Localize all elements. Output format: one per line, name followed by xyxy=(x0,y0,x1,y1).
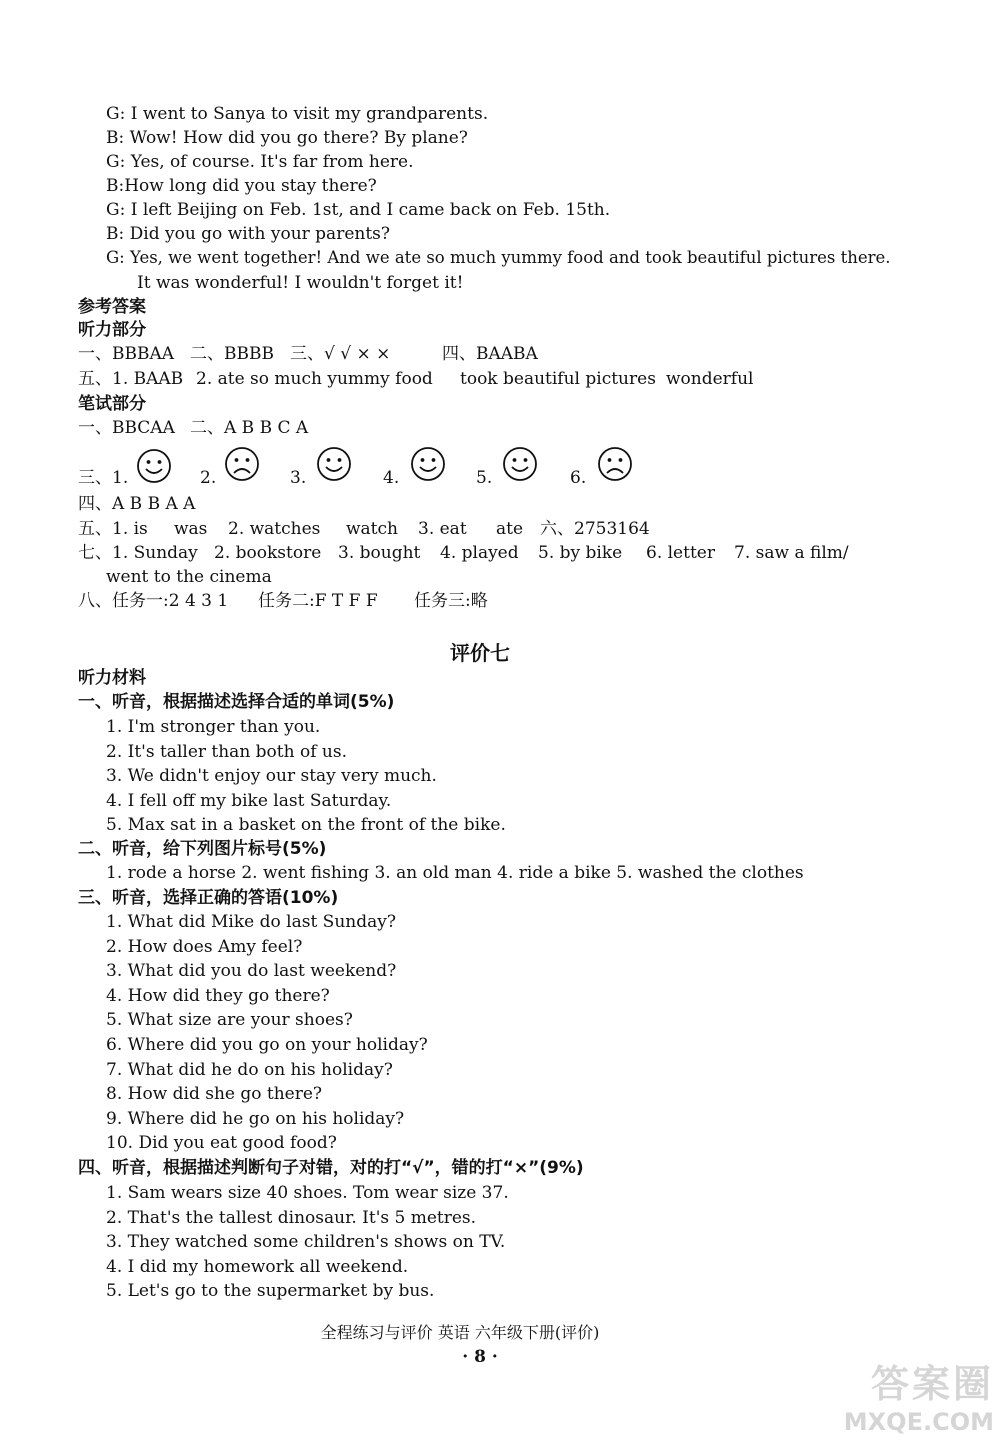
dialogue-line: B: Wow! How did you go there? By plane? xyxy=(106,128,468,148)
answer: wonderful xyxy=(666,369,754,389)
dialogue-line: G: I went to Sanya to visit my grandparents. xyxy=(106,104,489,124)
question-3-title: 三、听音，选择正确的答语(10%) xyxy=(78,888,339,908)
writing-answers-row1 xyxy=(78,417,978,441)
faces-prefix: 三、1. xyxy=(78,468,129,488)
question-4-title: 四、听音，根据描述判断句子对错，对的打“√”，错的打“×”(9%) xyxy=(78,1158,584,1178)
footer-book-title: 全程练习与评价 英语 六年级下册(评价) xyxy=(320,1323,600,1342)
answer: 五、1. BAAB xyxy=(78,369,184,389)
writing-section-title: 笔试部分 xyxy=(78,394,146,414)
question-1-title: 一、听音，根据描述选择合适的单词(5%) xyxy=(78,692,395,712)
list-item: 2. It's taller than both of us. xyxy=(106,741,347,762)
answer: 2. watches xyxy=(228,519,321,539)
answer: took beautiful pictures xyxy=(460,369,656,389)
answer: 2. ate so much yummy food xyxy=(196,369,433,389)
sad-face-icon xyxy=(597,446,633,482)
answer: 一、BBCAA xyxy=(78,418,175,438)
answer: 二、BBBB xyxy=(190,344,274,364)
happy-face-icon xyxy=(502,446,538,482)
answer: 一、BBBAA xyxy=(78,344,175,364)
section-title: 评价七 xyxy=(450,641,510,665)
answer: 3. eat xyxy=(418,519,467,539)
list-item: 5. Let's go to the supermarket by bus. xyxy=(106,1281,435,1302)
answer: 五、1. is xyxy=(78,519,148,539)
answer: ate xyxy=(496,519,524,539)
question-2-items: 1. rode a horse 2. went fishing 3. an old man 4. ride a bike 5. washed the clothes xyxy=(106,863,804,883)
listening-answers-row2 xyxy=(78,368,978,392)
dialogue-line: G: Yes, of course. It's far from here. xyxy=(106,152,414,172)
writing-answers-row8 xyxy=(78,590,978,614)
list-item: 8. How did she go there? xyxy=(106,1084,323,1105)
page-number: · 8 · xyxy=(462,1347,498,1367)
list-item: 1. I'm stronger than you. xyxy=(106,717,321,737)
answer: 八、任务一:2 4 3 1 xyxy=(78,591,229,611)
list-item: 10. Did you eat good food? xyxy=(106,1133,337,1154)
list-item: 4. I did my homework all weekend. xyxy=(106,1256,409,1277)
happy-face-icon xyxy=(410,446,446,482)
watermark-url: MXQE.COM xyxy=(843,1408,994,1436)
answer: 7. saw a film/ xyxy=(734,543,849,563)
happy-face-icon xyxy=(136,448,172,484)
list-item: 2. That's the tallest dinosaur. It's 5 metres. xyxy=(106,1207,477,1228)
list-item: 3. What did you do last weekend? xyxy=(106,961,397,982)
answer: 三、√ √ × × xyxy=(290,344,391,364)
face-item-number: 3. xyxy=(290,468,307,488)
face-item-number: 6. xyxy=(570,468,587,488)
answer: 四、A B B A A xyxy=(78,494,196,514)
answer: 四、BAABA xyxy=(442,344,538,364)
dialogue-line: B:How long did you stay there? xyxy=(106,176,377,196)
answer: 任务二:F T F F xyxy=(258,591,378,611)
face-item-number: 5. xyxy=(476,468,493,488)
answer: 六、2753164 xyxy=(540,519,650,539)
listening-material-title: 听力材料 xyxy=(78,668,146,688)
dialogue-line: G: I left Beijing on Feb. 1st, and I came back on Feb. 15th. xyxy=(106,200,611,220)
answer: 6. letter xyxy=(646,543,715,563)
answer: 4. played xyxy=(440,543,519,563)
happy-face-icon xyxy=(316,446,352,482)
sad-face-icon xyxy=(224,446,260,482)
dialogue-line: G: Yes, we went together! And we ate so much yummy food and took beautiful pictures there. xyxy=(106,248,891,267)
face-item-number: 2. xyxy=(200,468,217,488)
list-item: 2. How does Amy feel? xyxy=(106,936,303,957)
answer: watch xyxy=(346,519,398,539)
watermark-logo: 答案圈 xyxy=(870,1362,994,1406)
answer: 2. bookstore xyxy=(214,543,322,563)
list-item: 5. What size are your shoes? xyxy=(106,1010,353,1031)
list-item: 3. They watched some children's shows on TV. xyxy=(106,1232,506,1253)
answer: 任务三:略 xyxy=(414,591,488,611)
list-item: 9. Where did he go on his holiday? xyxy=(106,1108,405,1129)
list-item: 3. We didn't enjoy our stay very much. xyxy=(106,766,437,786)
watermark xyxy=(844,1353,994,1436)
answers-title: 参考答案 xyxy=(78,297,146,317)
dialogue-line: B: Did you go with your parents? xyxy=(106,224,391,244)
answer: 二、A B B C A xyxy=(190,418,309,438)
list-item: 4. How did they go there? xyxy=(106,985,330,1006)
writing-answers-row7 xyxy=(78,542,978,566)
answer: 3. bought xyxy=(338,543,421,563)
list-item: 1. Sam wears size 40 shoes. Tom wear size 37. xyxy=(106,1183,509,1203)
listening-answers-row1 xyxy=(78,343,978,367)
list-item: 5. Max sat in a basket on the front of the bike. xyxy=(106,815,506,835)
answer-continued: went to the cinema xyxy=(106,567,272,587)
list-item: 6. Where did you go on your holiday? xyxy=(106,1035,428,1055)
answer: 5. by bike xyxy=(538,543,623,563)
writing-answers-row5 xyxy=(78,518,978,542)
list-item: 7. What did he do on his holiday? xyxy=(106,1059,393,1080)
listening-section-title: 听力部分 xyxy=(78,320,146,340)
list-item: 4. I fell off my bike last Saturday. xyxy=(106,790,392,811)
answer: 七、1. Sunday xyxy=(78,543,198,563)
list-item: 1. What did Mike do last Sunday? xyxy=(106,912,396,932)
question-2-title: 二、听音，给下列图片标号(5%) xyxy=(78,839,327,859)
face-item-number: 4. xyxy=(383,468,400,488)
dialogue-line: It was wonderful! I wouldn't forget it! xyxy=(137,273,464,293)
answer: was xyxy=(174,519,208,539)
